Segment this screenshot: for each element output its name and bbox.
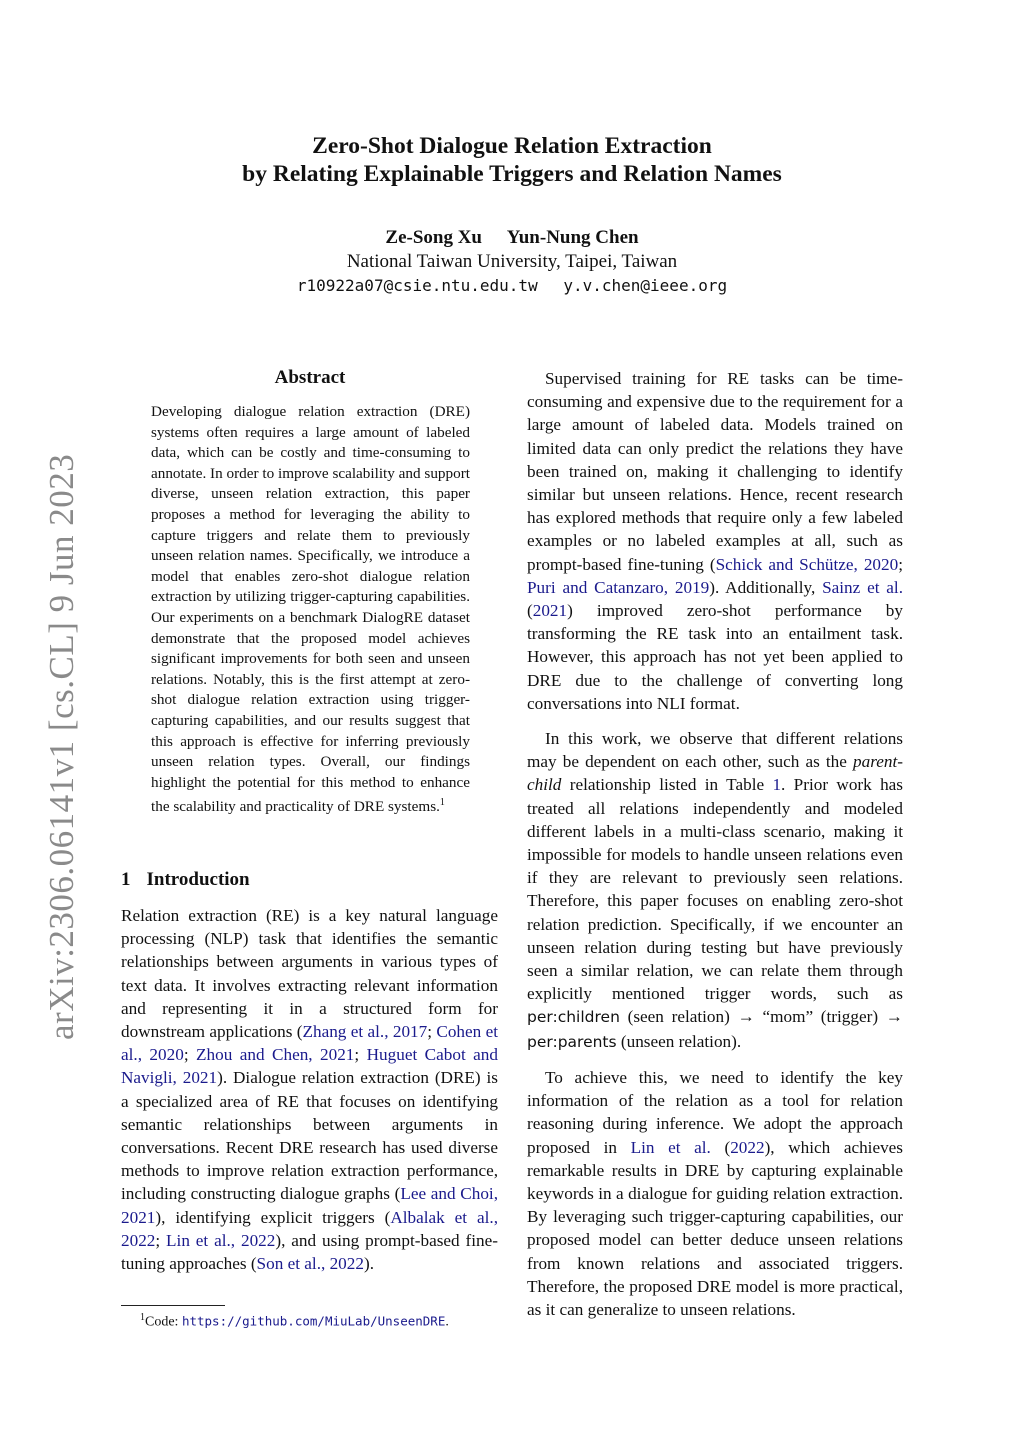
- affiliation: National Taiwan University, Taipei, Taiwan: [346, 251, 678, 272]
- citation-link[interactable]: Lee and Choi, 2021: [121, 1184, 498, 1227]
- citation-link[interactable]: Lin et al.: [630, 1137, 711, 1157]
- author-2: Yun-Nung Chen: [506, 227, 639, 248]
- relation-label: per:parents: [527, 1032, 617, 1051]
- title-line-1: Zero-Shot Dialogue Relation Extraction: [312, 133, 712, 159]
- paragraph-intro: Relation extraction (RE) is a key natural language processing (NLP) task that identifies the semantic relationships between arguments in various types of text data. It involves extracting relevant information and representing it in a structured form for downstream applications (Zhang et al., 2017; Cohen et al., 2020; Zhou and Chen, 2021; Huguet Cabot and Navigli, 2021). Dialogue relation extraction (DRE) is a specialized area of RE that focuses on identifying semantic relationships between arguments in conversations. Recent DRE research has used diverse methods to improve relation extraction performance, including constructing dialogue graphs (Lee and Choi, 2021), identifying explicit triggers (Albalak et al., 2022; Lin et al., 2022), and using prompt-based fine-tuning approaches (Son et al., 2022).: [121, 906, 499, 1274]
- relation-label: per:children: [527, 1008, 620, 1027]
- code-url-link[interactable]: https://github.com/MiuLab/UnseenDRE: [181, 1313, 446, 1329]
- footnote-divider: [121, 1305, 225, 1306]
- footnote-ref[interactable]: 1: [439, 797, 445, 809]
- abstract-text: Developing dialogue relation extraction (DRE) systems often requires a large amount of labeled data, which can be costly and time-consuming to annotate. In order to improve scalability and support diverse, unseen relation extraction, this paper proposes a method for leveraging the ability to capture triggers and relate them to previously unseen relation names. Specifically, we introduce a model that enables zero-shot dialogue relation extraction by utilizing trigger-capturing capabilities. Our experiments on a benchmark DialogRE dataset demonstrate that the proposed model achieves significant improvements for both seen and unseen relations. Notably, this is the first attempt at zero-shot dialogue relation extraction using trigger-capturing capabilities, and our results suggest that this approach is effective for inferring previously unseen relation types. Overall, our findings highlight the potential for this method to enhance the scalability and practicality of DRE systems.: [151, 403, 470, 816]
- citation-link[interactable]: Albalak et al., 2022: [121, 1207, 499, 1250]
- abstract-heading: Abstract: [274, 367, 346, 388]
- abstract-body: [151, 402, 470, 818]
- citation-link[interactable]: 2021: [532, 601, 568, 621]
- section-number: 1: [121, 869, 131, 890]
- title-line-2: by Relating Explainable Triggers and Relation Names: [242, 161, 782, 187]
- citation-link[interactable]: Lin et al., 2022: [166, 1230, 276, 1250]
- section-heading-introduction: [121, 869, 250, 891]
- citation-link[interactable]: Zhang et al., 2017: [302, 1022, 428, 1042]
- citation-link[interactable]: Huguet Cabot and Navigli, 2021: [121, 1045, 498, 1088]
- author-list: [0, 227, 1024, 249]
- right-column: [527, 367, 903, 1333]
- citation-link[interactable]: Puri and Catanzaro, 2019: [527, 577, 710, 597]
- footnote-mark: 1: [140, 1312, 145, 1323]
- email-list: [0, 276, 1024, 295]
- citation-link[interactable]: Sainz et al.: [822, 577, 903, 597]
- paragraph-approach: To achieve this, we need to identify the key information of the relation as a tool for relation reasoning during inference. We adopt the approach proposed in Lin et al. (2022), which achieves remarkable results in DRE by capturing explainable keywords in a dialogue for guiding relation extraction. By leveraging such trigger-capturing capabilities, our proposed model can better deduce unseen relations from known relations and associated triggers. Therefore, the proposed DRE model is more practical, as it can generalize to unseen relations.: [527, 1067, 903, 1319]
- arxiv-stamp: arXiv:2306.06141v1 [cs.CL] 9 Jun 2023: [42, 453, 81, 1040]
- citation-link[interactable]: Schick and Schütze, 2020: [715, 554, 899, 574]
- email-2[interactable]: y.v.chen@ieee.org: [563, 276, 728, 295]
- citation-link[interactable]: Son et al., 2022: [256, 1254, 364, 1274]
- email-1[interactable]: r10922a07@csie.ntu.edu.tw: [296, 276, 538, 295]
- citation-link[interactable]: 2022: [730, 1137, 765, 1157]
- author-1: Ze-Song Xu: [385, 227, 482, 248]
- left-column: [121, 904, 498, 1275]
- footnote: $^1$Code: https://github.com/MiuLab/UnseenDRE.: [140, 1312, 449, 1330]
- citation-link[interactable]: Cohen et al., 2020: [121, 1022, 499, 1065]
- paper-title: [0, 132, 1024, 188]
- citation-link[interactable]: Zhou and Chen, 2021: [196, 1045, 355, 1065]
- paragraph-this-work: In this work, we observe that different relations may be dependent on each other, such as the parent-child relationship listed in Table 1. Prior work has treated all relations independently and modeled different labels in a multi-class scenario, making it impossible for models to handle unseen relations even if they are relevant to previously seen relations. Therefore, this paper focuses on enabling zero-shot relation prediction. Specifically, if we encounter an unseen relation during testing but have previously seen a similar relation, we can relate them through explicitly mentioned trigger words, such as per:children (seen relation) → “mom” (trigger) → per:parents (unseen relation).: [527, 729, 903, 1051]
- table-ref-link[interactable]: 1: [772, 775, 782, 795]
- section-title: Introduction: [146, 869, 250, 890]
- paragraph-supervised: Supervised training for RE tasks can be time-consuming and expensive due to the requirement for a large amount of labeled data. Models trained on limited data can only predict the relations they have been trained on, making it challenging to identify similar but unseen relations. Hence, recent research has explored methods that require only a few labeled examples or no labeled examples at all, such as prompt-based fine-tuning (Schick and Schütze, 2020; Puri and Catanzaro, 2019). Additionally, Sainz et al. (2021) improved zero-shot performance by transforming the RE task into an entailment task. However, this approach has not yet been applied to DRE due to the challenge of converting long conversations into NLI format.: [527, 369, 903, 713]
